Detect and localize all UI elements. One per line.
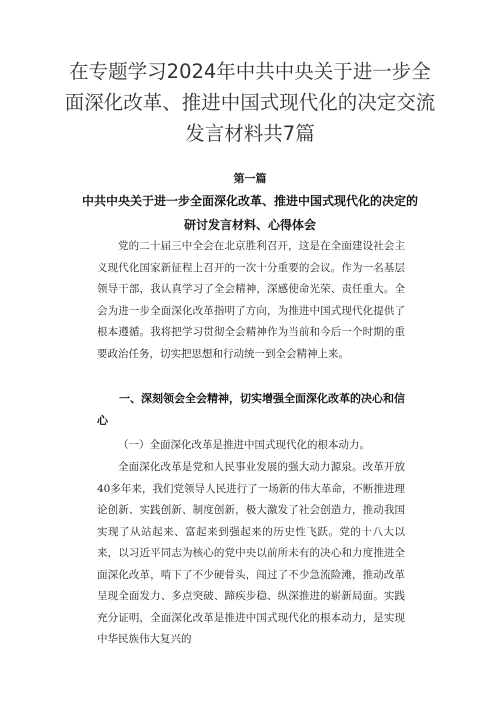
body-paragraph-1: 党的二十届三中全会在北京胜利召开，这是在全面建设社会主义现代化国家新征程上召开的一次十分重要的会议。作为一名基层领导干部，我认真学习了全会精神，深感使命光荣、责任重大。全会为进一步全面深化改革指明了方向，为推进中国式现代化提供了根本遵循。我将把学习贯彻全会精神作为当前和今后一个时期的重要政治任务，切实把思想和行动统一到全会精神上来。 (97, 240, 405, 360)
document-title: 在专题学习2024年中共中央关于进一步全面深化改革、推进中国式现代化的决定交流发言材料共7篇 (64, 60, 436, 145)
body-paragraph-2: 全面深化改革是党和人民事业发展的强大动力源泉。改革开放40多年来，我们党领导人民进行了一场新的伟大革命，不断推进理论创新、实践创新、制度创新，极大激发了社会创造力，推动我国实现了从站起来、富起来到强起来的历史性飞跃。党的十八大以来，以习近平同志为核心的党中央以前所未有的决心和力度推进全面深化改革，啃下了不少硬骨头，闯过了不少急流险滩，推动改革呈现全面发力、多点突破、蹄疾步稳、纵深推进的崭新局面。实践充分证明，全面深化改革是推进中国式现代化的根本动力，是实现中华民族伟大复兴的 (97, 461, 405, 645)
heading-level-2: （一）全面深化改革是推进中国式现代化的根本动力。 (118, 439, 370, 451)
section-subtitle: 中共中央关于进一步全面深化改革、推进中国式现代化的决定的研讨发言材料、心得体会 (81, 194, 418, 232)
heading-level-1: 一、深刻领会全会精神，切实增强全面深化改革的决心和信心 (97, 392, 405, 427)
section-label: 第一篇 (233, 172, 267, 185)
